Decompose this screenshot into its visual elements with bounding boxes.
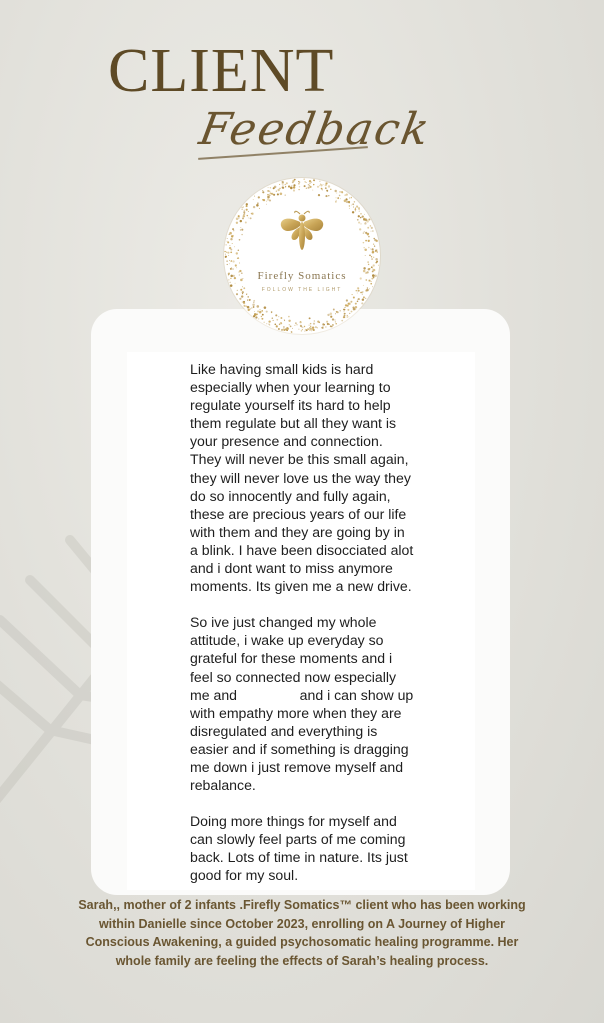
quote-line: your presence and connection. bbox=[190, 433, 383, 450]
firefly-icon bbox=[276, 208, 328, 260]
quote-line: back. Lots of time in nature. Its just bbox=[190, 849, 408, 866]
quote-line: and i dont want to miss anymore bbox=[190, 560, 393, 577]
quote-line: regulate yourself its hard to help bbox=[190, 397, 391, 414]
quote-line: with empathy more when they are bbox=[190, 704, 402, 721]
quote-line: grateful for these moments and i bbox=[190, 650, 393, 667]
quote-line: me and and i can show up bbox=[190, 686, 414, 703]
caption-line: Sarah,, mother of 2 infants .Firefly Somatics™ client who has been working bbox=[78, 898, 526, 912]
page-title: CLIENT bbox=[108, 37, 335, 105]
quote-line: them regulate but all they want is bbox=[190, 415, 397, 432]
quote-line: rebalance. bbox=[190, 777, 256, 794]
quote-line: with them and they are going by in bbox=[190, 523, 405, 540]
quote-line: disregulated and everything is bbox=[190, 722, 378, 739]
quote-line: especially when your learning to bbox=[190, 379, 391, 396]
quote-line: They will never be this small again, bbox=[190, 451, 409, 468]
paragraph-gap bbox=[190, 595, 430, 613]
paragraph-gap bbox=[190, 794, 430, 812]
testimonial-caption bbox=[50, 896, 554, 970]
quote-line: they will never love us the way they bbox=[190, 469, 411, 486]
page-subtitle: Feedback bbox=[195, 104, 435, 155]
caption-line: whole family are feeling the effects of Sarah’s healing process. bbox=[115, 953, 489, 968]
quote-line: do so innocently and fully again, bbox=[190, 487, 391, 504]
quote-line: a blink. I have been disocciated alot bbox=[190, 541, 414, 558]
quote-line: moments. Its given me a new drive. bbox=[190, 578, 412, 595]
brand-logo bbox=[224, 178, 380, 334]
logo-brand-name: Firefly Somatics bbox=[257, 270, 347, 282]
caption-line: within Danielle since October 2023, enrolling on A Journey of Higher bbox=[98, 916, 506, 931]
quote-line: good for my soul. bbox=[190, 867, 299, 884]
quote-line: these are precious years of our life bbox=[190, 505, 407, 522]
quote-line: attitude, i wake up everyday so bbox=[190, 632, 384, 649]
quote-line: Doing more things for myself and bbox=[190, 813, 397, 830]
quote-line: can slowly feel parts of me coming bbox=[190, 831, 406, 848]
quote-line: So ive just changed my whole bbox=[190, 614, 377, 631]
quote-line: me down i just remove myself and bbox=[190, 758, 404, 775]
quote-line: easier and if something is dragging bbox=[190, 740, 409, 757]
caption-line: Conscious Awakening, a guided psychosomatic healing programme. Her bbox=[85, 935, 519, 949]
quote-line: Like having small kids is hard bbox=[190, 361, 374, 377]
testimonial-quote bbox=[190, 360, 430, 885]
logo-tagline: FOLLOW THE LIGHT bbox=[261, 287, 343, 293]
quote-line: feel so connected now especially bbox=[190, 668, 397, 685]
